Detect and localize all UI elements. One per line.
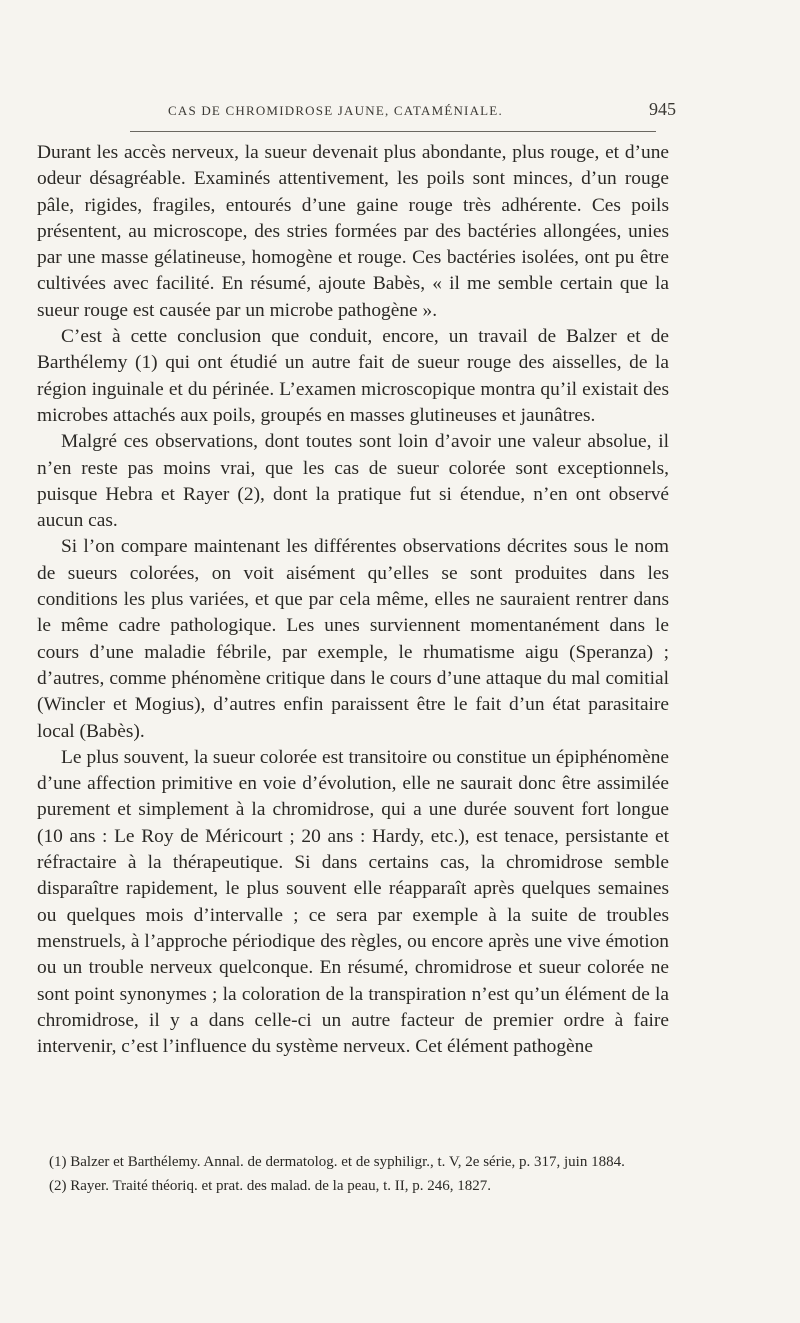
paragraph-2: C’est à cette conclusion que conduit, encore, un travail de Balzer et de Barthélemy (1) qui ont étudié un autre fait de sueur rouge des aisselles, de la région inguinale et du périnée. L’examen microscopique montra qu’il existait des microbes attachés aux poils, groupés en masses glutineuses et jaunâtres.: [37, 326, 669, 426]
paragraph-3: Malgré ces observations, dont toutes sont loin d’avoir une valeur absolue, il n’en reste pas moins vrai, que les cas de sueur colorée sont exceptionnels, puisque Hebra et Rayer (2), dont la pratique fut si étendue, n’en ont observé aucun cas.: [37, 431, 669, 532]
header-rule: [130, 131, 656, 132]
footnote-2: (2) Rayer. Traité théoriq. et prat. des malad. de la peau, t. II, p. 246, 1827.: [49, 1178, 491, 1194]
body-text: [37, 140, 669, 1060]
footnotes: [37, 1152, 669, 1200]
paragraph-4: Si l’on compare maintenant les différentes observations décrites sous le nom de sueurs colorées, on voit aisément qu’elles se sont produites dans les conditions les plus variées, et que par cela même, elles ne sauraient rentrer dans le même cadre pathologique. Les unes surviennent momentanément dans le cours d’une maladie fébrile, par exemple, le rhumatisme aigu (Speranza) ; d’autres, comme phénomène critique dans le cours d’une attaque du mal comitial (Wincler et Mogius), d’autres enfin paraissent être le fait d’un état parasitaire local (Babès).: [37, 536, 669, 742]
page-number: 945: [649, 99, 676, 119]
footnote-1: (1) Balzer et Barthélemy. Annal. de dermatolog. et de syphiligr., t. V, 2e série, p. 317, juin 1884.: [49, 1154, 625, 1170]
paragraph-1: Durant les accès nerveux, la sueur devenait plus abondante, plus rouge, et d’une odeur désagréable. Examinés attentivement, les poils sont minces, d’un rouge pâle, rigides, fragiles, entourés d’une gaine rouge très adhérente. Ces poils présentent, au microscope, des stries formées par des bactéries allongées, unies par une masse gélatineuse, homogène et rouge. Ces bactéries isolées, ont pu être cultivées avec facilité. En résumé, ajoute Babès, « il me semble certain que la sueur rouge est causée par un microbe pathogène ».: [37, 142, 669, 321]
running-title: CAS DE CHROMIDROSE JAUNE, CATAMÉNIALE.: [168, 103, 503, 118]
paragraph-5: Le plus souvent, la sueur colorée est transitoire ou constitue un épiphénomène d’une affection primitive en voie d’évolution, elle ne saurait donc être assimilée purement et simplement à la chromidrose, qui a une durée souvent fort longue (10 ans : Le Roy de Méricourt ; 20 ans : Hardy, etc.), est tenace, persistante et réfractaire à la thérapeutique. Si dans certains cas, la chromidrose semble disparaître rapidement, le plus souvent elle réapparaît après quelques semaines ou quelques mois d’intervalle ; ce sera par exemple à la suite de troubles menstruels, à l’approche périodique des règles, ou encore après une vive émotion ou un trouble nerveux quelconque. En résumé, chromidrose et sueur colorée ne sont point synonymes ; la coloration de la transpiration n’est qu’un élément de la chromidrose, il y a dans celle-ci un autre facteur de premier ordre à faire intervenir, c’est l’influence du système nerveux. Cet élément pathogène: [37, 746, 669, 1058]
